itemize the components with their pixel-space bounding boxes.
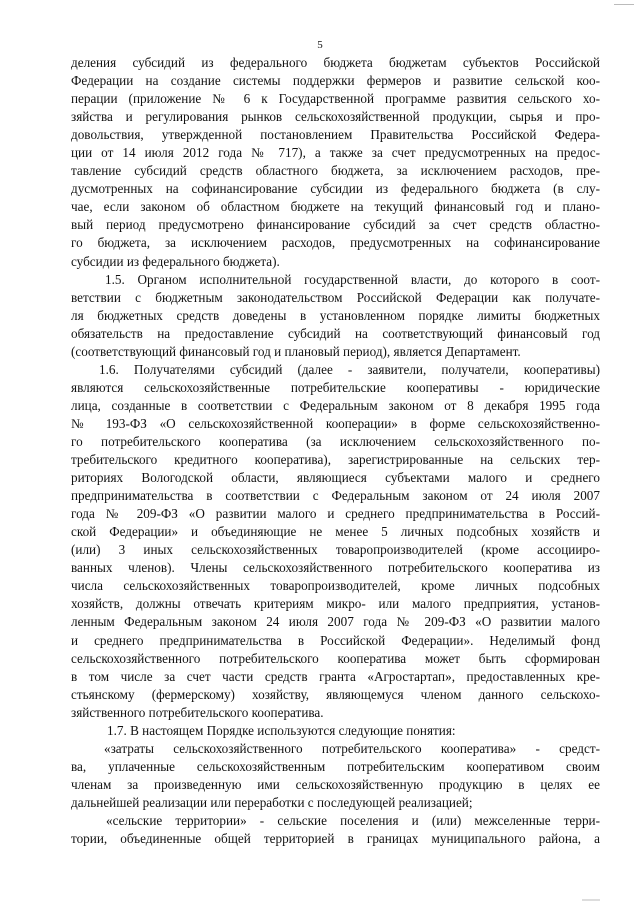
paragraph-1-6-first-line: 1.6. Получателями субсидий (далее - заявители, получатели, кооперативы) (99, 361, 600, 377)
text-line: ля бюджетных средств доведены в установленном порядке лимиты бюджетных (71, 307, 600, 323)
text-line: и среднего предпринимательства в Российской Федерации». Неделимый фонд (71, 632, 600, 648)
text-line: членам за произведенную ими сельскохозяйственную продукцию в целях ее (71, 776, 600, 792)
text-line: ской Федерации» и объединяющие не менее 5 личных подсобных хозяйств и (71, 524, 600, 540)
text-line: предпринимательства в соответствии с Федеральным законом от 24 июля 2007 (71, 488, 600, 504)
text-line: деления субсидий из федерального бюджета бюджетам субъектов Российской (71, 55, 600, 70)
text-line: обязательств на предоставление субсидий на соответствующий финансовый год (71, 325, 600, 341)
text-line: хозяйств, должны отвечать критериям микро- или малого предприятия, установ- (71, 596, 600, 612)
text-line: № 193-ФЗ «О сельскохозяйственной кооперации» в форме сельскохозяйственно- (71, 415, 600, 431)
text-line: стьянскому (фермерскому) хозяйству, являющемуся членом данного сельскохо- (71, 686, 600, 702)
text-line: перации (приложение № 6 к Государственной программе развития сельского хо- (71, 91, 600, 107)
text-line: вый период предусмотрено финансирование субсидий за счет средств областно- (71, 217, 600, 233)
text-line: требительского кредитного кооператива), зарегистрированные на сельских тер- (71, 452, 600, 468)
text-line: лица, созданные в соответствии с Федеральным законом от 8 декабря 1995 года (71, 397, 600, 413)
text-line: ленным Федеральным законом 24 июля 2007 года № 209-ФЗ «О развитии малого (71, 614, 600, 630)
text-line: довольствия, утвержденной постановлением Правительства Российской Федера- (71, 127, 600, 143)
text-line: в том числе за счет части средств гранта «Агростартап», предоставленных кре- (71, 668, 600, 684)
body-text (71, 54, 600, 848)
text-line: го бюджета, за исключением расходов, предусмотренных на софинансирование (71, 235, 600, 251)
text-line: го потребительского кооператива (за исключением сельскохозяйственного по- (71, 433, 600, 449)
scan-edge-mark (614, 0, 634, 5)
text-line: сельскохозяйственного потребительского кооператива может быть сформирован (71, 650, 600, 666)
text-line: года № 209-ФЗ «О развитии малого и среднего предпринимательства в Россий- (71, 506, 600, 522)
text-line: ветствии с бюджетным законодательством Российской Федерации как получате- (71, 289, 600, 305)
text-line: ции от 14 июля 2012 года № 717), а также за счет предусмотренных на предос- (71, 145, 600, 161)
text-line: тавление субсидий средств областного бюджета, за исключением расходов, пре- (71, 163, 600, 179)
definition-costs-first-line: «затраты сельскохозяйственного потребительского кооператива» - средст- (104, 740, 600, 756)
text-line: тории, объединенные общей территорией в границах муниципального района, а (71, 831, 600, 847)
definition-rural-first-line: «сельские территории» - сельские поселения и (или) межселенные терри- (106, 812, 600, 828)
scan-edge-mark (582, 899, 600, 901)
text-line: риториях Вологодской области, являющиеся субъектами малого и среднего (71, 470, 600, 486)
text-line: зяйства и регулирования рынков сельскохозяйственной продукции, сырья и про- (71, 109, 600, 125)
text-line: ва, уплаченные сельскохозяйственным потребительским кооперативом своим (71, 758, 600, 774)
page-number: 5 (317, 39, 323, 51)
text-line: числа сельскохозяйственных товаропроизводителей, кроме личных подсобных (71, 578, 600, 594)
paragraph-1-5-first-line: 1.5. Органом исполнительной государственной власти, до которого в соот- (105, 271, 600, 287)
text-line: являются сельскохозяйственные потребительские кооперативы - юридические (71, 379, 600, 395)
text-line: зяйственного потребительского кооператива. (71, 704, 324, 720)
paragraph-1-7-first-line: 1.7. В настоящем Порядке используются следующие понятия: (107, 722, 456, 738)
text-line: (или) 3 иных сельскохозяйственных товаропроизводителей (кроме ассоциирo- (71, 542, 600, 558)
text-line: Федерации на создание системы поддержки фермеров и развитие сельской коо- (71, 73, 600, 89)
text-line: (соответствующий финансовый год и плановый период), является Департамент. (71, 343, 521, 359)
text-line: ванных членов). Члены сельскохозяйственного потребительского кооператива из (71, 560, 600, 576)
text-line: субсидии из федерального бюджета). (71, 253, 280, 269)
text-line: чае, если законом об областном бюджете на текущий финансовый год и плано- (71, 199, 600, 215)
text-line: дальнейшей реализации или переработки с последующей реализацией; (71, 794, 473, 810)
text-line: дусмотренных на софинансирование субсидии из федерального бюджета (в слу- (71, 181, 600, 197)
